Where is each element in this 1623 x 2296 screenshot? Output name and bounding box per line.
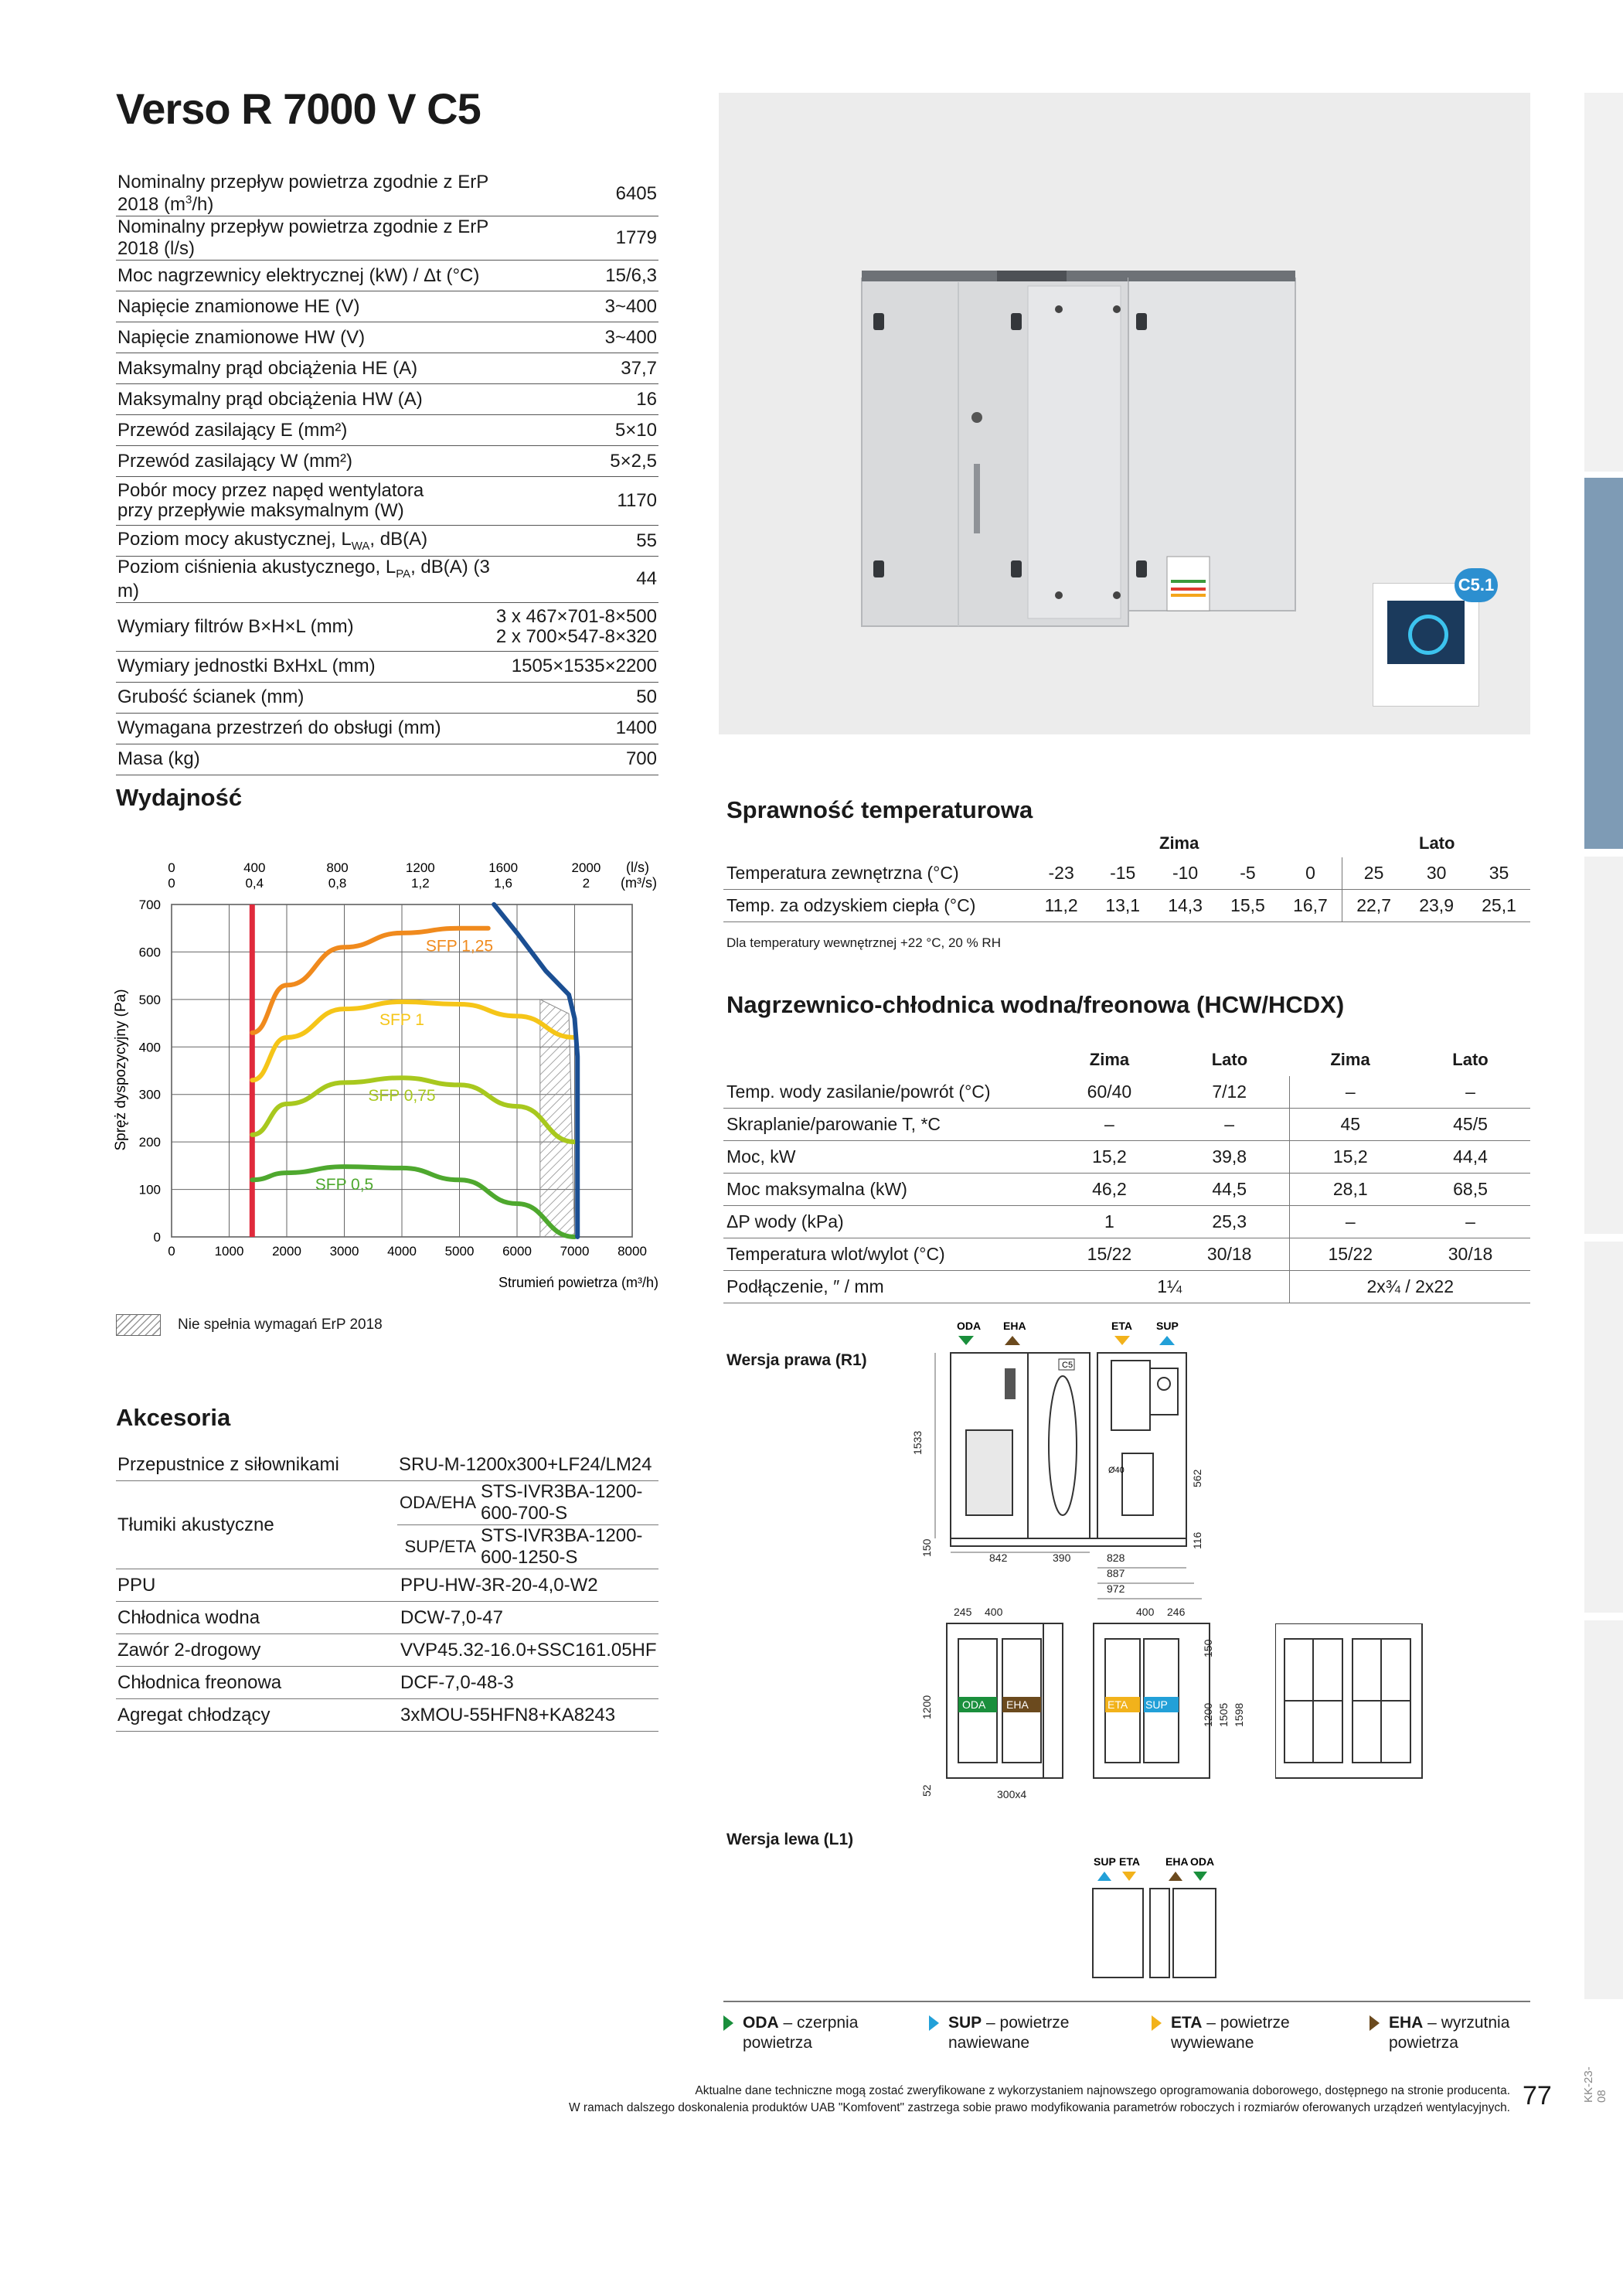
tag-eta-left: ETA — [1119, 1855, 1140, 1868]
y-tick-label: 400 — [138, 1040, 161, 1055]
top-tick-ls: 400 — [243, 860, 266, 875]
left-version-label: Wersja lewa (L1) — [726, 1831, 854, 1848]
y-tick-label: 0 — [153, 1230, 161, 1245]
dim-246: 246 — [1167, 1606, 1186, 1618]
control-panel-c5 — [1373, 583, 1479, 707]
temp-eff-table — [723, 857, 1530, 922]
sup-arrow-icon — [929, 2015, 939, 2031]
side-view-drawing — [904, 1314, 1260, 1608]
table-row: Wymiary jednostki BxHxL (mm) 1505×1535×2200 — [116, 651, 658, 682]
top-axis-unit-m3s: (m³/s) — [621, 875, 657, 891]
table-row: Maksymalny prąd obciążenia HE (A) 37,7 — [116, 353, 658, 384]
table-row: Maksymalny prąd obciążenia HW (A) 16 — [116, 384, 658, 415]
d40-label: Ø40 — [1108, 1466, 1125, 1475]
sup-arrow-icon — [1097, 1872, 1111, 1881]
sidebar-tab — [1584, 1242, 1623, 1613]
table-row: Podłączenie, ″ / mm 1¼ 2x¾ / 2x22 — [723, 1271, 1530, 1303]
left-version-drawing — [1082, 1851, 1237, 1991]
performance-chart — [108, 850, 665, 1291]
page-title: Verso R 7000 V C5 — [116, 84, 481, 133]
table-row: Napięcie znamionowe HE (V) 3~400 — [116, 291, 658, 322]
eha-arrow-icon — [1169, 1872, 1182, 1881]
legend-eha: EHA – wyrzutnia powietrza — [1370, 2013, 1509, 2053]
table-row: Grubość ścianek (mm) 50 — [116, 682, 658, 713]
eha-port-label: EHA — [1006, 1698, 1029, 1711]
winter-header: Zima — [1159, 833, 1199, 853]
top-axis-unit-ls: (l/s) — [626, 860, 649, 875]
dim-1598: 1598 — [1233, 1702, 1245, 1727]
hcw-table — [723, 1044, 1530, 1303]
performance-heading: Wydajność — [116, 784, 243, 811]
x-axis-label: Strumień powietrza (m³/h) — [498, 1275, 658, 1290]
accessories-heading: Akcesoria — [116, 1404, 231, 1431]
eha-arrow-icon — [1370, 2015, 1380, 2031]
temp-eff-note: Dla temperatury wewnętrznej +22 °C, 20 % RH — [726, 935, 1001, 950]
temp-eff-heading: Sprawność temperaturowa — [726, 796, 1033, 823]
oda-arrow-icon — [958, 1336, 974, 1345]
table-row: Skraplanie/parowanie T, *C – – 45 45/5 — [723, 1109, 1530, 1141]
y-tick-label: 500 — [138, 992, 161, 1007]
top-tick-m3s: 1,2 — [411, 876, 430, 891]
table-row: Moc, kW 15,2 39,8 15,2 44,4 — [723, 1141, 1530, 1174]
table-row: Chłodnica freonowa DCF-7,0-48-3 — [116, 1667, 658, 1699]
dim-300x4: 300x4 — [997, 1788, 1027, 1800]
model-badge: C5.1 — [1455, 568, 1498, 602]
eta-arrow-icon — [1122, 1872, 1136, 1881]
top-tick-ls: 800 — [326, 860, 349, 875]
top-tick-ls: 1200 — [405, 860, 435, 875]
x-tick-label: 4000 — [387, 1244, 417, 1259]
top-tick-m3s: 2 — [582, 876, 590, 891]
y-tick-label: 100 — [138, 1182, 161, 1197]
table-row: Napięcie znamionowe HW (V) 3~400 — [116, 322, 658, 353]
dim-887: 887 — [1107, 1567, 1125, 1579]
hcw-heading: Nagrzewnico-chłodnica wodna/freonowa (HCW/HCDX) — [726, 991, 1345, 1018]
c5-label: C5 — [1062, 1361, 1073, 1370]
product-photo — [719, 93, 1530, 734]
tag-oda-left: ODA — [1190, 1855, 1215, 1868]
table-row: Zawór 2-drogowy VVP45.32-16.0+SSC161.05HF — [116, 1634, 658, 1667]
dim-1200b: 1200 — [1202, 1702, 1214, 1727]
hatch-legend-text: Nie spełnia wymagań ErP 2018 — [178, 1317, 383, 1333]
legend-sup: SUP – powietrze nawiewane — [929, 2013, 1069, 2053]
dim-1200a: 1200 — [920, 1695, 933, 1719]
spec-table — [116, 172, 658, 775]
front-view-drawing — [904, 1600, 1275, 1809]
dim-52: 52 — [920, 1784, 933, 1797]
eha-arrow-icon — [1005, 1336, 1020, 1345]
top-tick-m3s: 0,8 — [328, 876, 347, 891]
eta-arrow-icon — [1114, 1336, 1130, 1345]
sidebar-tab-active — [1584, 478, 1623, 849]
sidebar-tab — [1584, 857, 1623, 1234]
top-tick-ls: 0 — [168, 860, 175, 875]
table-row: Tłumiki akustyczne ODA/EHA STS-IVR3BA-1200-600-700-S — [116, 1481, 658, 1525]
x-tick-label: 1000 — [214, 1244, 244, 1259]
table-row: Nominalny przepływ powietrza zgodnie z ErP 2018 $(m^3/h)$ 6405 — [117, 172, 657, 215]
footnote: Aktualne dane techniczne mogą zostać zweryfikowane z wykorzystaniem najnowszego oprogramowania doborowego, dostępnego na stronie producenta. W ramach dalszego doskonalenia produktów UAB "Komfovent" zastrzega sobie prawo modyfikowania parametrów roboczych i rozmiarów oferowanych urządzeń wentylacyjnych. — [569, 2084, 1510, 2114]
oda-port-label: ODA — [962, 1698, 986, 1711]
top-tick-m3s: 0,4 — [245, 876, 264, 891]
x-tick-label: 5000 — [444, 1244, 475, 1259]
table-row: Agregat chłodzący 3xMOU-55HFN8+KA8243 — [116, 1699, 658, 1732]
x-tick-label: 8000 — [618, 1244, 647, 1259]
top-tick-m3s: 0 — [168, 876, 175, 891]
dim-400a: 400 — [985, 1606, 1003, 1618]
top-tick-ls: 1600 — [488, 860, 519, 875]
table-row: Moc nagrzewnicy elektrycznej (kW) / Δt (°C) 15/6,3 — [116, 261, 658, 291]
dim-390: 390 — [1053, 1552, 1071, 1564]
legend-oda: ODA – czerpnia powietrza — [723, 2013, 858, 2053]
dim-1505: 1505 — [1217, 1702, 1230, 1727]
catalog-code: KK-23-08 — [1582, 2066, 1608, 2103]
eta-port-label: ETA — [1108, 1698, 1128, 1711]
page-number: 77 — [1523, 2081, 1552, 2110]
tag-sup: SUP — [1156, 1320, 1179, 1332]
x-tick-label: 3000 — [329, 1244, 359, 1259]
table-row: ΔP wody (kPa) 1 25,3 – – — [723, 1206, 1530, 1238]
table-row: Chłodnica wodna DCW-7,0-47 — [116, 1602, 658, 1634]
table-row: Temperatura wlot/wylot (°C) 15/22 30/18 15/22 30/18 — [723, 1238, 1530, 1271]
dim-400b: 400 — [1136, 1606, 1155, 1618]
rear-view-drawing — [1275, 1623, 1461, 1794]
y-tick-label: 700 — [138, 898, 161, 912]
sidebar-tab — [1584, 1620, 1623, 1999]
chart-series — [252, 904, 577, 1237]
table-row: Przewód zasilający W (mm²) 5×2,5 — [116, 446, 658, 477]
dim-1533: 1533 — [911, 1430, 924, 1455]
tag-eha-left: EHA — [1165, 1855, 1189, 1868]
dial-icon — [1408, 615, 1448, 655]
sup-arrow-icon — [1159, 1336, 1175, 1345]
table-row: Wymagana przestrzeń do obsługi (mm) 1400 — [116, 713, 658, 744]
tag-oda: ODA — [957, 1320, 982, 1332]
dim-116: 116 — [1191, 1531, 1203, 1549]
accessories-table — [116, 1449, 658, 1732]
x-tick-label: 7000 — [560, 1244, 590, 1259]
table-row: Moc maksymalna (kW) 46,2 44,5 28,1 68,5 — [723, 1174, 1530, 1206]
table-row: Przewód zasilający E (mm²) 5×10 — [116, 415, 658, 446]
oda-arrow-icon — [1193, 1872, 1207, 1881]
top-tick-ls: 2000 — [571, 860, 601, 875]
sidebar-tab — [1584, 93, 1623, 472]
tag-eha: EHA — [1003, 1320, 1026, 1332]
table-row: Zima Lato Zima Lato — [1089, 1050, 1489, 1069]
table-row: SUP/ETA STS-IVR3BA-1200-600-1250-S — [116, 1525, 658, 1569]
dim-828: 828 — [1107, 1552, 1125, 1564]
table-row: Masa (kg) 700 — [116, 744, 658, 775]
top-tick-m3s: 1,6 — [494, 876, 512, 891]
table-row: Temp. za odzyskiem ciepła (°C) 11,2 13,1 14,3 15,5 16,7 22,7 23,9 25,1 — [723, 890, 1530, 922]
tag-eta: ETA — [1111, 1320, 1132, 1332]
y-tick-label: 600 — [138, 945, 161, 960]
hatch-legend-swatch — [116, 1314, 161, 1336]
dim-150-front: 150 — [1202, 1639, 1214, 1657]
series-label: SFP 1 — [379, 1010, 424, 1029]
table-row: Pobór mocy przez napęd wentylatora przy przepływie maksymalnym (W) 1170 — [116, 477, 658, 526]
x-tick-label: 2000 — [272, 1244, 301, 1259]
dim-972: 972 — [1107, 1582, 1125, 1595]
table-row: Przepustnice z siłownikami SRU-M-1200x300+LF24/LM24 — [116, 1449, 658, 1481]
y-tick-label: 200 — [138, 1135, 161, 1150]
table-row: PPU PPU-HW-3R-20-4,0-W2 — [116, 1569, 658, 1602]
x-tick-label: 0 — [168, 1244, 175, 1259]
table-row: Temperatura zewnętrzna (°C) -23 -15 -10 -5 0 25 30 35 — [723, 857, 1530, 890]
oda-arrow-icon — [723, 2015, 733, 2031]
dim-150: 150 — [920, 1538, 933, 1557]
summer-header: Lato — [1419, 833, 1455, 853]
table-row: Nominalny przepływ powietrza zgodnie z ErP 2018 (l/s) 1779 — [117, 216, 657, 259]
dim-245: 245 — [954, 1606, 972, 1618]
tag-sup-left: SUP — [1094, 1855, 1116, 1868]
series-label: SFP 1,25 — [425, 937, 494, 956]
sup-port-label: SUP — [1145, 1698, 1168, 1711]
x-tick-label: 6000 — [502, 1244, 532, 1259]
dim-842: 842 — [989, 1552, 1008, 1564]
series-label: SFP 0,75 — [368, 1087, 436, 1105]
y-tick-label: 300 — [138, 1087, 161, 1102]
table-row: Poziom ciśnienia akustycznego, $L_{PA}$, dB(A) (3 m) 44 — [117, 557, 657, 601]
table-row: Temp. wody zasilanie/powrót (°C) 60/40 7/12 – – — [723, 1076, 1530, 1109]
right-version-label: Wersja prawa (R1) — [726, 1351, 867, 1369]
series-label: SFP 0,5 — [315, 1176, 374, 1194]
y-axis-label: Spręż dyspozycyjny (Pa) — [113, 989, 129, 1151]
legend-eta: ETA – powietrze wywiewane — [1152, 2013, 1290, 2053]
legend-divider — [723, 2001, 1530, 2002]
series-line-SFP-0-5 — [252, 1167, 574, 1237]
table-row: Poziom mocy akustycznej, $L_{WA}$, dB(A) 55 — [116, 526, 658, 557]
table-row: Wymiary filtrów B×H×L (mm) 3 x 467×701-8×500 2 x 700×547-8×320 — [116, 602, 658, 651]
dim-562: 562 — [1191, 1469, 1203, 1487]
eta-arrow-icon — [1152, 2015, 1162, 2031]
